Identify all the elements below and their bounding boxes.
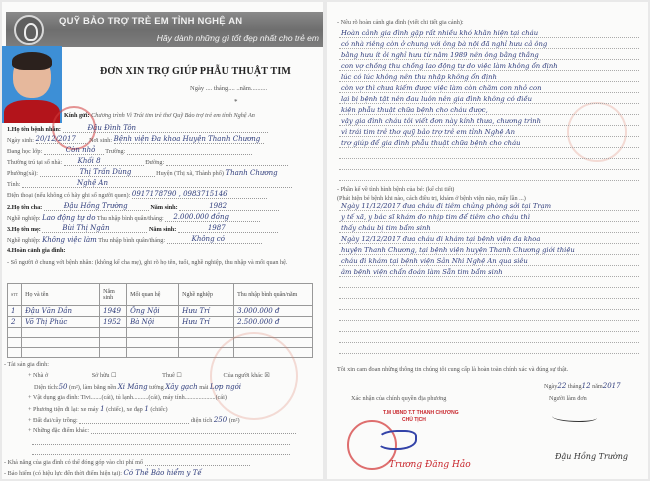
fund-slogan: Hãy dành những gì tốt đẹp nhất cho trẻ em bbox=[156, 33, 319, 43]
illness-line bbox=[339, 277, 639, 288]
cohabitants-note: - Số người ở chung với bệnh nhân: (không kể cha mẹ), ghi rõ họ tên, tuổi, nghề nghiệp, thu nhập và mối quan hệ. bbox=[7, 259, 288, 266]
applicant-signature bbox=[552, 412, 597, 422]
other-features-line: + Những đặc điểm khác: bbox=[28, 427, 296, 434]
separator-star: * bbox=[234, 98, 238, 106]
address-line: Thường trú tại số nhà: Khối 8 Đường: bbox=[7, 157, 288, 166]
house-line: + Nhà ở Sở hữu ☐ Thuê ☐ Của người khác ☒ bbox=[28, 372, 270, 379]
circumstances-line: vì trái tim trẻ thơ quỹ bảo trợ trẻ em tỉnh Nghệ An bbox=[339, 126, 639, 137]
table-header-row: STT Họ và tên Năm sinh Mối quan hệ Nghề nghiệp Thu nhập bình quân/năm bbox=[8, 284, 313, 306]
area-line: Diện tích:50 (m²), làm bằng nền Xi Măng tường Xây gạch mái Lợp ngói bbox=[34, 383, 242, 391]
illness-line: cháu đi khám tại bệnh viện Sản Nhi Nghệ An qua siêu bbox=[339, 255, 639, 266]
circumstances-line: bằng hưu ít ỏi nghỉ hưu từ năm 1989 nên ông bằng thắng bbox=[339, 49, 639, 60]
header-banner bbox=[6, 12, 323, 47]
declaration-date: Ngày22 tháng12 năm2017 bbox=[544, 382, 621, 390]
circumstances-line: vậy gia đình cháu tôi viết đơn này kính thưa, chương trình bbox=[339, 115, 639, 126]
mother-name-line: 3.Họ tên mẹ: Bùi Thị Ngân Năm sinh: 1987 bbox=[7, 224, 278, 233]
table-row: 1 Đậu Văn Dần 1949 Ông Nội Hưu Trí 3.000.000 đ bbox=[8, 306, 313, 317]
appliances-line: + Vật dụng gia đình: Tivi.......(cái), tủ lạnh..........(cái), máy tính....................(cái) bbox=[28, 394, 227, 401]
patient-birthplace: Bệnh viện Đa khoa Huyện Thanh Chương bbox=[113, 135, 261, 143]
house-owned-checkbox[interactable]: Sở hữu ☐ bbox=[91, 372, 117, 379]
circumstances-line: còn vợ thì chưa kiếm được việc làm còn chăm con nhỏ con bbox=[339, 82, 639, 93]
patient-dob: 20/12/2017 bbox=[35, 135, 76, 143]
patient-name-line: 1.Họ tên bệnh nhân: Đậu Đình Tôn bbox=[7, 124, 268, 133]
stamp-title-1: T.M UBND T.T THANH CHƯƠNG bbox=[383, 410, 459, 416]
illness-label: - Phần kể về tình hình bệnh của bé: (kể chi tiết) bbox=[337, 186, 455, 193]
mother-job-line: Nghề nghiệp: Không việc làm Thu nhập bình quân/tháng: Không có bbox=[7, 235, 262, 244]
declaration-statement: Tôi xin cam đoan những thông tin chúng tôi cung cấp là hoàn toàn chính xác và đúng sự thật. bbox=[337, 366, 569, 373]
recipient-line: Kính gửi: Chương trình Vì Trái tim trẻ thơ Quỹ Bảo trợ trẻ em tỉnh Nghệ An bbox=[64, 112, 255, 119]
official-name: Trương Đăng Hảo bbox=[389, 460, 471, 470]
father-job-line: Nghề nghiệp: Lao động tự do Thu nhập bình quân/tháng: 2.000.000 đồng bbox=[7, 213, 260, 222]
local-gov-label: Xác nhận của chính quyền địa phương bbox=[351, 395, 447, 402]
class-line: Đang học lớp: Còn nhỏ Trường: bbox=[7, 146, 252, 155]
circumstances-line: trợ giúp để gia đình phẫu thuật chữa bệnh cho cháu bbox=[339, 137, 639, 148]
official-signature bbox=[377, 430, 417, 450]
house-other-checkbox[interactable]: Của người khác ☒ bbox=[223, 372, 270, 379]
illness-line: âm bệnh viện chẩn đoán làm Sẵn tim bẩm sinh bbox=[339, 266, 639, 277]
form-title: ĐƠN XIN TRỢ GIÚP PHẪU THUẬT TIM bbox=[100, 66, 292, 77]
circumstances-line: lúc có lúc không nên thu nhập không ổn định bbox=[339, 71, 639, 82]
illness-sub-label: (Phát hiện bé bệnh khi nào, cách điều trị, khám ở bệnh viện nào, mấy lần ...) bbox=[337, 195, 526, 202]
vehicles-line: + Phương tiện đi lại: xe máy 1 (chiếc), xe đạp 1 (chiếc) bbox=[28, 405, 168, 413]
illness-line bbox=[339, 310, 639, 321]
illness-line bbox=[339, 321, 639, 332]
patient-photo bbox=[2, 46, 62, 123]
circumstances-line: con vợ chồng thu chồng lao động tự do việc làm không ổn định bbox=[339, 60, 639, 71]
assets-label: - Tài sản gia đình: bbox=[4, 361, 49, 368]
illness-line: Ngày 11/12/2017 đưa cháu đi tiêm chủng phòng sởi tại Trạm bbox=[339, 200, 639, 211]
circumstances-line: lại bị bệnh tật nên đau luôn nên gia đình không có điều bbox=[339, 93, 639, 104]
illness-line bbox=[339, 332, 639, 343]
land-line: + Đất đai/cây trồng: diện tích 250 (m²) bbox=[28, 416, 240, 424]
illness-line: huyện Thanh Chương, tại bệnh viện huyện Thanh Chương giới thiệu bbox=[339, 244, 639, 255]
circumstances-line: Hoàn cảnh gia đình gặp rất nhiều khó khăn hiện tại cháu bbox=[339, 27, 639, 38]
circumstances-line: kiện phẫu thuật chữa bệnh cho cháu được, bbox=[339, 104, 639, 115]
patient-phone: 0917178790 , 0983715146 bbox=[131, 190, 228, 198]
illness-line bbox=[339, 299, 639, 310]
family-section-label: 4.Hoàn cảnh gia đình: bbox=[7, 247, 66, 254]
form-page-right bbox=[327, 2, 648, 479]
patient-name: Đậu Đình Tôn bbox=[87, 124, 137, 132]
illness-line bbox=[339, 343, 639, 354]
phone-line: Điện thoại (nếu không có hãy ghi số người quen): 0917178790 , 0983715146 bbox=[7, 190, 267, 199]
illness-line: Ngày 12/12/2017 đưa cháu đi khám tại bệnh viện đa khoa bbox=[339, 233, 639, 244]
province-line: Tỉnh: Nghệ An bbox=[7, 179, 292, 188]
contribution-line: - Khả năng của gia đình có thể đóng góp vào chi phí mổ bbox=[4, 459, 250, 466]
circumstances-line bbox=[339, 159, 639, 170]
table-row: 2 Võ Thị Phúc 1952 Bà Nội Hưu Trí 2.500.000 đ bbox=[8, 317, 313, 328]
applicant-name: Đậu Hồng Trường bbox=[555, 452, 629, 461]
circumstances-line: có nhà riêng còn ở chung với ông bà nội đã nghỉ hưu cả ông bbox=[339, 38, 639, 49]
fund-name: QUỸ BẢO TRỢ TRẺ EM TỈNH NGHỆ AN bbox=[59, 16, 243, 27]
circumstances-label: - Nêu rõ hoàn cảnh gia đình (viết chi tiết gia cảnh): bbox=[337, 19, 464, 26]
father-name-line: 2.Họ tên cha: Đậu Hồng Trường Năm sinh: 1982 bbox=[7, 202, 279, 211]
ward-line: Phường(xã): Thị Trấn Dùng Huyện (Thị xã, Thành phố) Thanh Chương bbox=[7, 168, 278, 177]
applicant-label: Người làm đơn bbox=[549, 395, 587, 402]
insurance-line: - Bảo hiểm (có hiệu lực đến thời điểm hiện tại): Có Thẻ Bảo hiểm y Tế bbox=[4, 469, 202, 477]
house-rent-checkbox[interactable]: Thuê ☐ bbox=[162, 372, 182, 379]
illness-line bbox=[339, 288, 639, 299]
fund-logo-icon bbox=[14, 15, 44, 45]
illness-line: y tế xã, y bác sĩ khám đo nhịp tim để tiêm cho cháu thì bbox=[339, 211, 639, 222]
illness-line: thấy cháu bị tim bẩm sinh bbox=[339, 222, 639, 233]
form-page-left bbox=[2, 2, 323, 479]
circumstances-line bbox=[339, 148, 639, 159]
stamp-title-2: CHỦ TỊCH bbox=[402, 417, 426, 423]
circumstances-line bbox=[339, 170, 639, 181]
form-date-line: Ngày .... tháng.... ..năm.......... bbox=[190, 85, 268, 92]
dob-line: Ngày sinh: 20/12/2017 Nơi sinh: Bệnh viện Đa khoa Huyện Thanh Chương bbox=[7, 135, 264, 144]
